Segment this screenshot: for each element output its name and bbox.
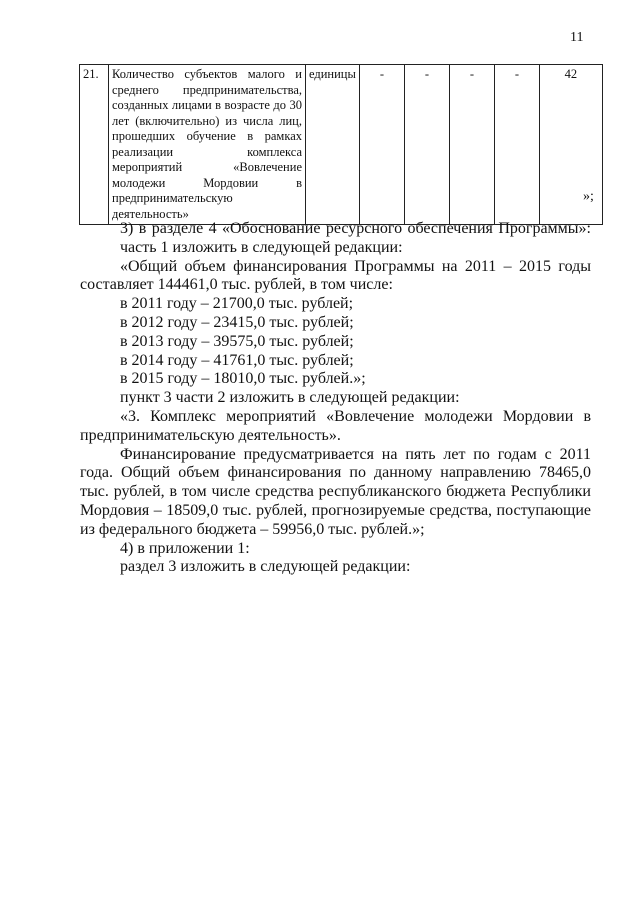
paragraph: в 2013 году – 39575,0 тыс. рублей;: [120, 332, 354, 350]
row-number: 21.: [80, 65, 109, 225]
table-row: [80, 65, 603, 225]
row-value-1: -: [359, 65, 404, 225]
page-number: 11: [570, 30, 584, 45]
table-closing-quote: »;: [583, 189, 594, 204]
paragraph: в 2011 году – 21700,0 тыс. рублей;: [120, 295, 354, 313]
row-unit: единицы: [306, 65, 360, 225]
paragraph: 4) в приложении 1:: [120, 539, 250, 557]
paragraph: пункт 3 части 2 изложить в следующей редакции:: [120, 389, 460, 407]
paragraph: часть 1 изложить в следующей редакции:: [120, 238, 403, 256]
paragraph: раздел 3 изложить в следующей редакции:: [120, 558, 411, 576]
row-description: Количество субъектов малого и среднего предпринимательства, созданных лицами в возрасте до 30 лет (включительно) из числа лиц, прошедших обучение в рамках реализации комплекса мероприятий «Вовлечение молодежи Мордовии в предпринимательскую деятельность»: [109, 65, 306, 225]
paragraph: в 2015 году – 18010,0 тыс. рублей.»;: [120, 370, 366, 388]
row-value-3: -: [449, 65, 494, 225]
row-value-2: -: [404, 65, 449, 225]
row-value-4: -: [494, 65, 539, 225]
paragraph: в 2014 году – 41761,0 тыс. рублей;: [120, 351, 354, 369]
paragraph: 3) в разделе 4 «Обоснование ресурсного обеспечения Программы»:: [120, 220, 591, 237]
row-value-5: 42: [539, 65, 602, 225]
paragraph: «3. Комплекс мероприятий «Вовлечение молодежи Мордовии в предпринимательскую деятельность».: [80, 407, 591, 444]
paragraph: Финансирование предусматривается на пять лет по годам с 2011 года. Общий объем финансирования по данному направлению 78465,0 тыс. рублей, в том числе средства республиканского бюджета Республики Мордовия – 18509,0 тыс. рублей, прогнозируемые средства, поступающие из федерального бюджета – 59956,0 тыс. рублей.»;: [80, 445, 591, 538]
indicator-table: [79, 64, 603, 225]
document-body: [80, 220, 591, 577]
paragraph: в 2012 году – 23415,0 тыс. рублей;: [120, 313, 354, 331]
paragraph: «Общий объем финансирования Программы на 2011 – 2015 годы составляет 144461,0 тыс. рублей, в том числе:: [80, 257, 591, 294]
